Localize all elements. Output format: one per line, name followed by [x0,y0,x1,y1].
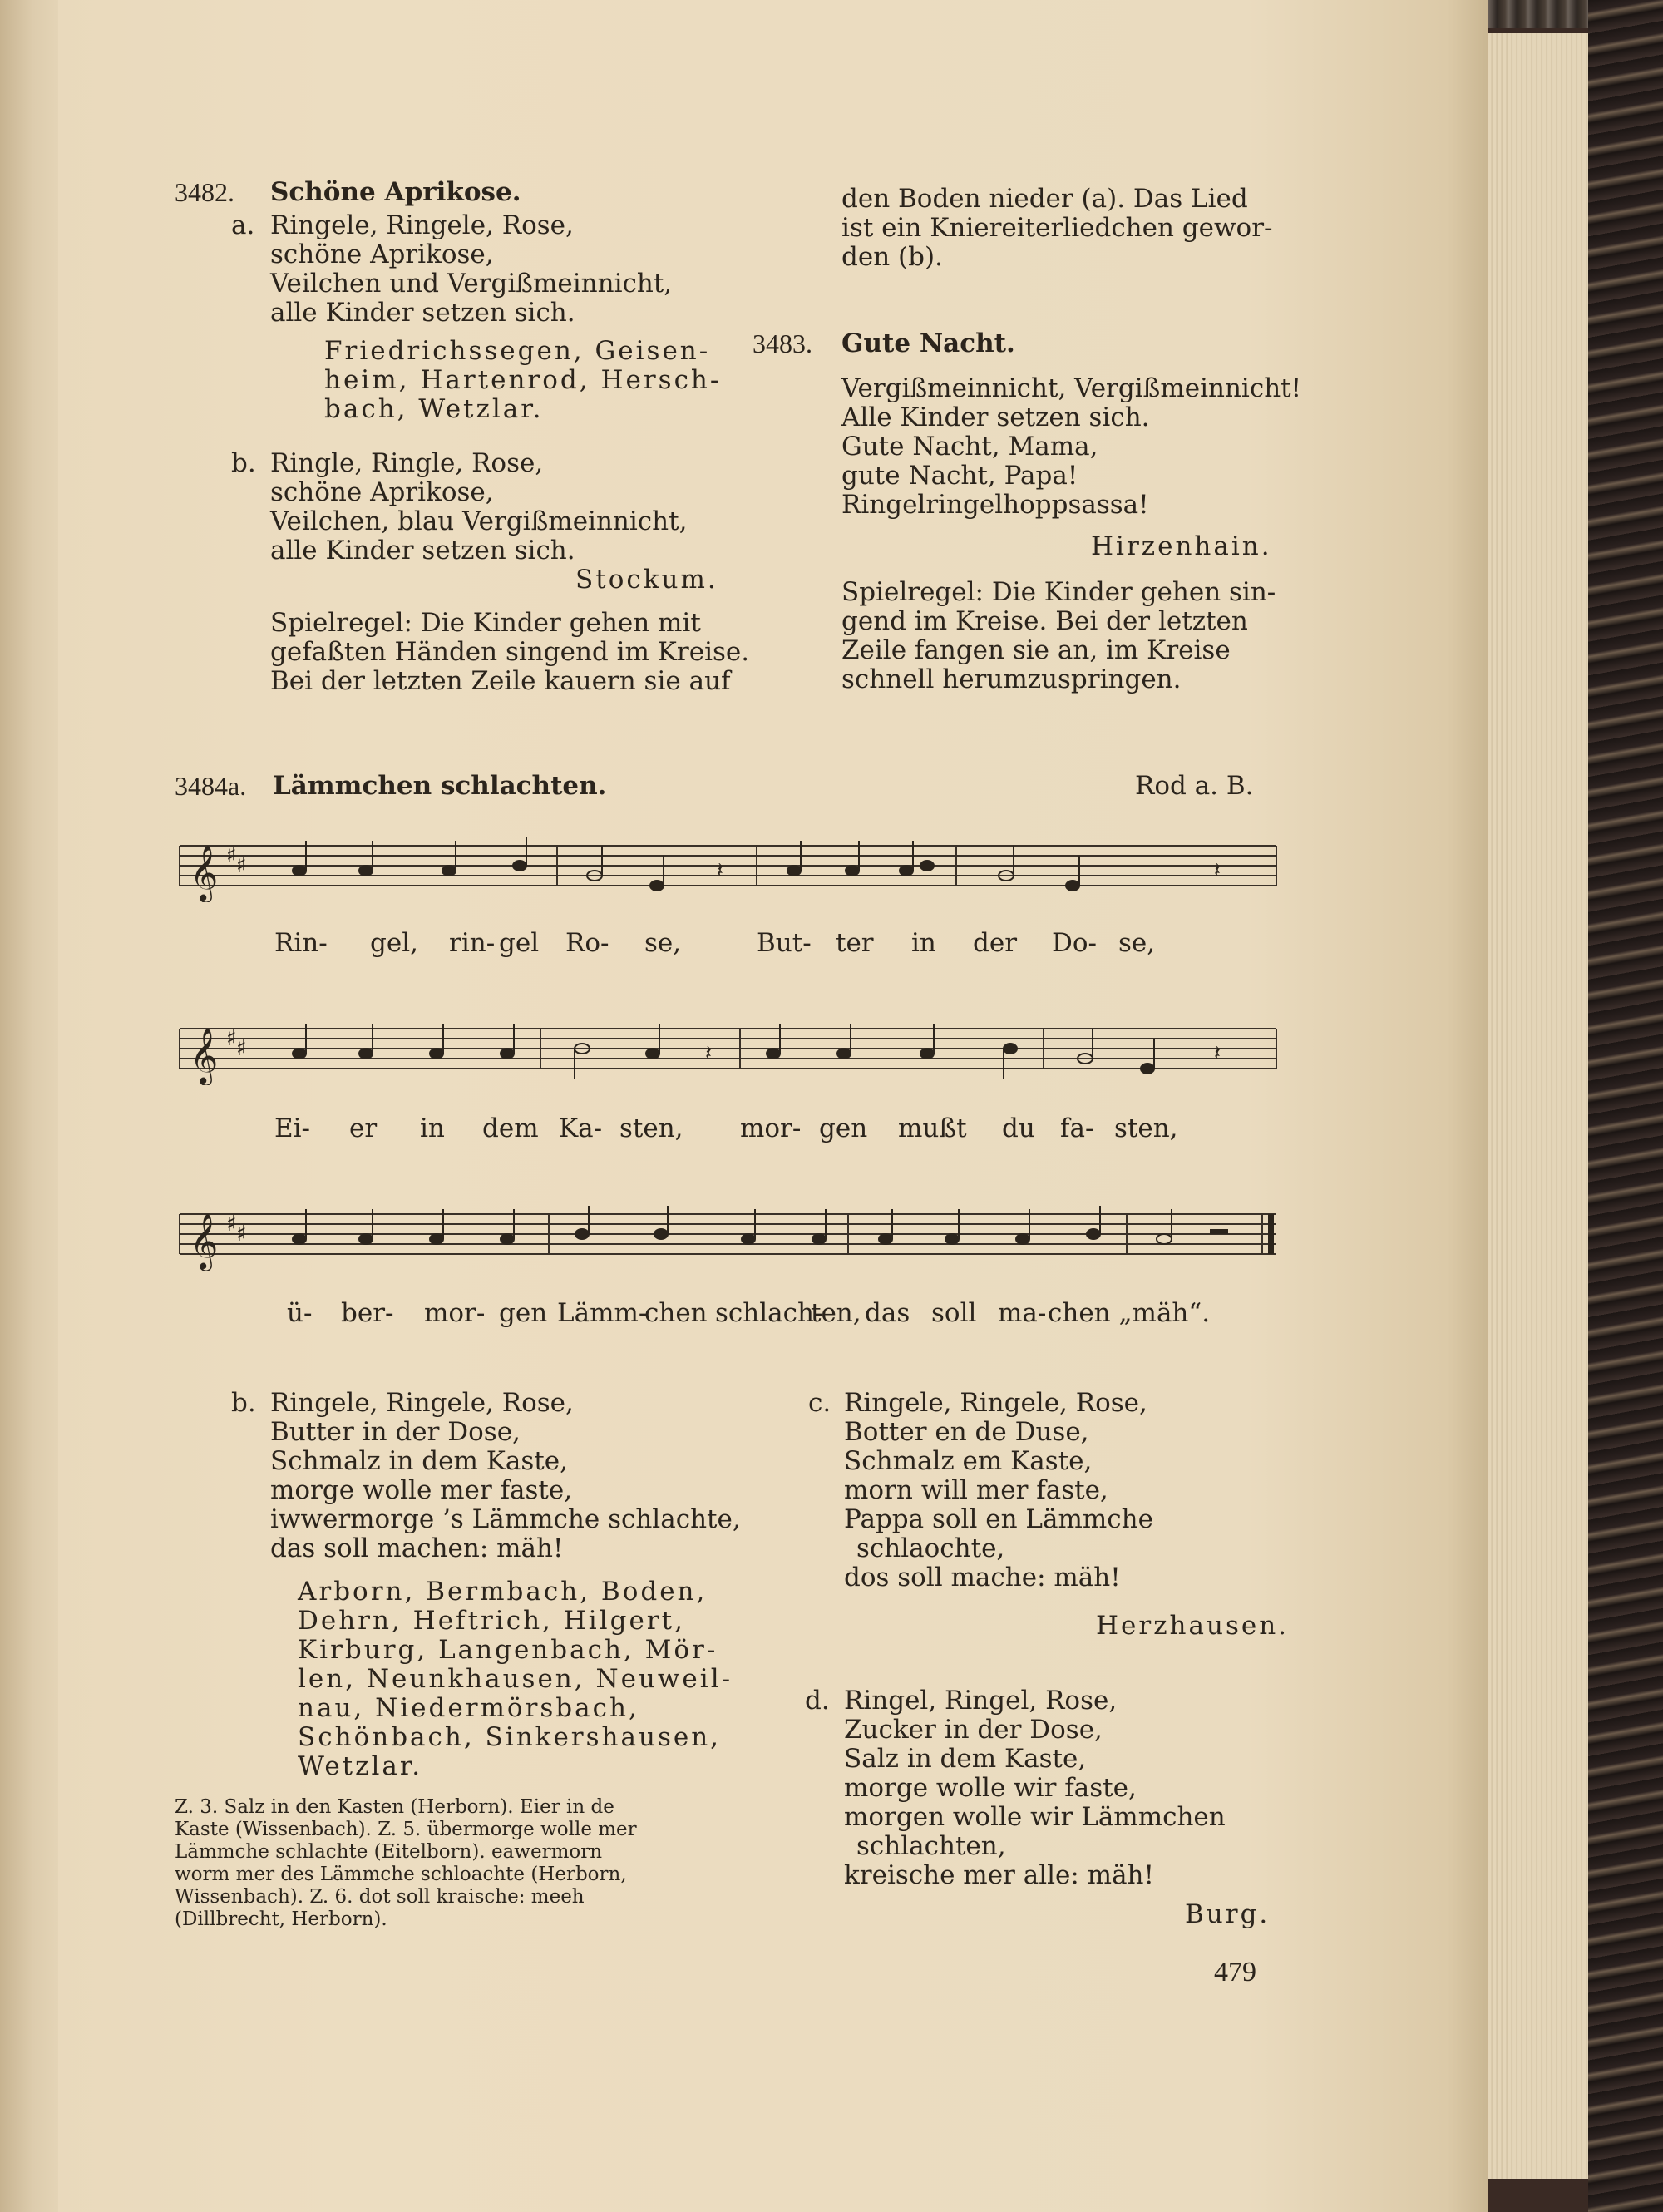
lyric-syllable: mußt [898,1113,967,1143]
game-rule: den (b). [841,242,943,272]
verse-line: Butter in der Dose, [270,1417,521,1447]
place-names: len, Neunkhausen, Neuweil- [298,1664,733,1694]
footnote-line: Z. 3. Salz in den Kasten (Herborn). Eier in de [175,1796,614,1818]
lyric-syllable: das [865,1298,910,1328]
svg-text:𝄽: 𝄽 [1214,1041,1221,1066]
verse-line: kreische mer alle: mäh! [844,1860,1154,1890]
page-number: 479 [1214,1957,1256,1987]
game-rule: den Boden nieder (a). Das Lied [841,184,1248,214]
lyric-syllable: in [911,928,936,958]
lyric-syllable: se, [1118,928,1156,958]
lyric-syllable: Ei- [274,1113,311,1143]
page-edges [1488,33,1588,2179]
verse-line: schöne Aprikose, [270,239,494,269]
lyric-syllable: Do- [1052,928,1097,958]
footnote-line: (Dillbrecht, Herborn). [175,1908,387,1930]
svg-text:♯: ♯ [226,1212,237,1237]
footnote-line: worm mer des Lämmche schloachte (Herborn, [175,1864,627,1885]
music-staff-1 [175,836,1281,902]
verse-line: Ringel, Ringel, Rose, [844,1686,1118,1716]
svg-text:♯: ♯ [236,1222,247,1247]
variant-label-b: b. [231,1388,256,1418]
verse-line: schöne Aprikose, [270,477,494,507]
place-name: Hirzenhain. [1091,531,1272,561]
lyric-syllable: ma- [998,1298,1047,1328]
verse-line: alle Kinder setzen sich. [270,298,575,328]
place-names: Dehrn, Heftrich, Hilgert, [298,1606,685,1636]
song-number-3482: 3482. [175,177,234,207]
verse-line: Schmalz em Kaste, [844,1446,1093,1476]
lyric-syllable: gen [499,1298,548,1328]
game-rule: gend im Kreise. Bei der letzten [841,606,1248,636]
svg-text:𝄞: 𝄞 [190,1212,219,1269]
verse-line: Zucker in der Dose, [844,1715,1103,1745]
lyric-syllable: dem [482,1113,539,1143]
book-cover [1588,0,1663,2212]
verse-line: schlaochte, [856,1533,1005,1563]
verse-line: Gute Nacht, Mama, [841,432,1098,462]
place-name: Rod a. B. [1135,771,1254,801]
variant-label-b: b. [231,448,256,478]
verse-line: Ringele, Ringele, Rose, [844,1388,1147,1418]
lyric-syllable: chen [644,1298,708,1328]
place-names: Wetzlar. [298,1751,423,1781]
game-rule: Bei der letzten Zeile kauern sie auf [270,666,731,696]
verse-line: Schmalz in dem Kaste, [270,1446,568,1476]
lyric-syllable: soll [931,1298,977,1328]
verse-line: morge wolle wir faste, [844,1773,1137,1803]
lyric-syllable: chen „mäh“. [1048,1298,1211,1328]
footnote-line: Lämmche schlachte (Eitelborn). eawermorn [175,1841,603,1863]
lyric-syllable: mor- [424,1298,486,1328]
music-staff-3 [175,1204,1281,1271]
svg-text:♯: ♯ [236,1036,247,1061]
place-names: Arborn, Bermbach, Boden, [298,1577,708,1607]
verse-line: schlachten, [856,1831,1006,1861]
verse-line: Ringle, Ringle, Rose, [270,448,544,478]
lyric-syllable: Ka- [559,1113,603,1143]
verse-line: Ringele, Ringele, Rose, [270,1388,574,1418]
lyric-syllable: ü- [287,1298,313,1328]
page-gutter [0,0,58,2212]
verse-line: alle Kinder setzen sich. [270,536,575,565]
place-name: Stockum. [575,565,718,595]
verse-line: Vergißmeinnicht, Vergißmeinnicht! [841,373,1302,403]
place-names: Kirburg, Langenbach, Mör- [298,1635,718,1665]
lyric-syllable: gel [499,928,540,958]
song-number-3484: 3484a. [175,771,247,801]
lyric-syllable: ter [836,928,874,958]
verse-line: Ringele, Ringele, Rose, [270,210,574,240]
lyric-syllable: in [420,1113,445,1143]
lyric-syllable: rin- [449,928,496,958]
verse-line: das soll machen: mäh! [270,1533,564,1563]
svg-text:♯: ♯ [226,1026,237,1051]
variant-label-a: a. [231,210,255,240]
verse-line: Botter en de Duse, [844,1417,1089,1447]
game-rule: Spielregel: Die Kinder gehen sin- [841,577,1276,607]
place-names: nau, Niedermörsbach, [298,1693,639,1723]
svg-text:𝄞: 𝄞 [190,844,219,901]
lyric-syllable: Rin- [274,928,328,958]
place-name: Burg. [1185,1899,1271,1929]
place-name: Herzhausen. [1096,1611,1290,1641]
footnote-line: Kaste (Wissenbach). Z. 5. übermorge wolle mer [175,1819,637,1840]
lyric-syllable: gen [819,1113,868,1143]
lyric-syllable: der [973,928,1018,958]
verse-line: Ringelringelhoppsassa! [841,490,1149,520]
verse-line: dos soll mache: mäh! [844,1563,1121,1592]
song-title-3484: Lämmchen schlachten. [273,771,607,801]
verse-line: gute Nacht, Papa! [841,461,1078,491]
svg-text:𝄞: 𝄞 [190,1027,219,1084]
lyric-syllable: er [349,1113,378,1143]
verse-line: Salz in dem Kaste, [844,1744,1087,1774]
variant-label-c: c. [808,1388,832,1418]
lyric-syllable: mor- [740,1113,802,1143]
lyric-syllable: ten, [811,1298,861,1328]
song-number-3483: 3483. [753,328,812,358]
verse-line: iwwermorge ’s Lämmche schlachte, [270,1504,741,1534]
svg-text:𝄽: 𝄽 [705,1041,712,1066]
game-rule: Spielregel: Die Kinder gehen mit [270,608,701,638]
place-names: heim, Hartenrod, Hersch- [324,365,722,395]
verse-line: Pappa soll en Lämmche [844,1504,1153,1534]
music-staff-2 [175,1019,1281,1085]
verse-line: morn will mer faste, [844,1475,1108,1505]
game-rule: ist ein Kniereiterliedchen gewor- [841,213,1273,243]
verse-line: morge wolle mer faste, [270,1475,573,1505]
song-title-3482: Schöne Aprikose. [270,177,521,207]
place-names: bach, Wetzlar. [324,394,544,424]
lyric-syllable: fa- [1060,1113,1094,1143]
lyric-syllable: ber- [341,1298,394,1328]
verse-line: Veilchen, blau Vergißmeinnicht, [270,506,688,536]
place-names: Friedrichssegen, Geisen- [324,336,711,366]
lyric-syllable: sten, [1114,1113,1178,1143]
verse-line: Alle Kinder setzen sich. [841,402,1150,432]
lyric-syllable: se, [644,928,682,958]
lyric-syllable: sten, [619,1113,683,1143]
variant-label-d: d. [805,1686,830,1716]
svg-text:♯: ♯ [236,853,247,878]
verse-line: Veilchen und Vergißmeinnicht, [270,269,673,299]
verse-line: morgen wolle wir Lämmchen [844,1802,1226,1832]
lyric-syllable: Lämm- [557,1298,648,1328]
lyric-syllable: Ro- [565,928,609,958]
place-names: Schönbach, Sinkershausen, [298,1722,722,1752]
footnote-line: Wissenbach). Z. 6. dot soll kraische: meeh [175,1886,585,1908]
svg-text:𝄽: 𝄽 [1214,858,1221,883]
svg-text:𝄽: 𝄽 [717,858,723,883]
game-rule: gefaßten Händen singend im Kreise. [270,637,750,667]
song-title-3483: Gute Nacht. [841,328,1015,358]
lyric-syllable: du [1002,1113,1035,1143]
lyric-syllable: But- [757,928,812,958]
lyric-syllable: schlach- [715,1298,823,1328]
svg-text:♯: ♯ [226,843,237,868]
game-rule: Zeile fangen sie an, im Kreise [841,635,1231,665]
game-rule: schnell herumzuspringen. [841,664,1182,694]
lyric-syllable: gel, [370,928,418,958]
